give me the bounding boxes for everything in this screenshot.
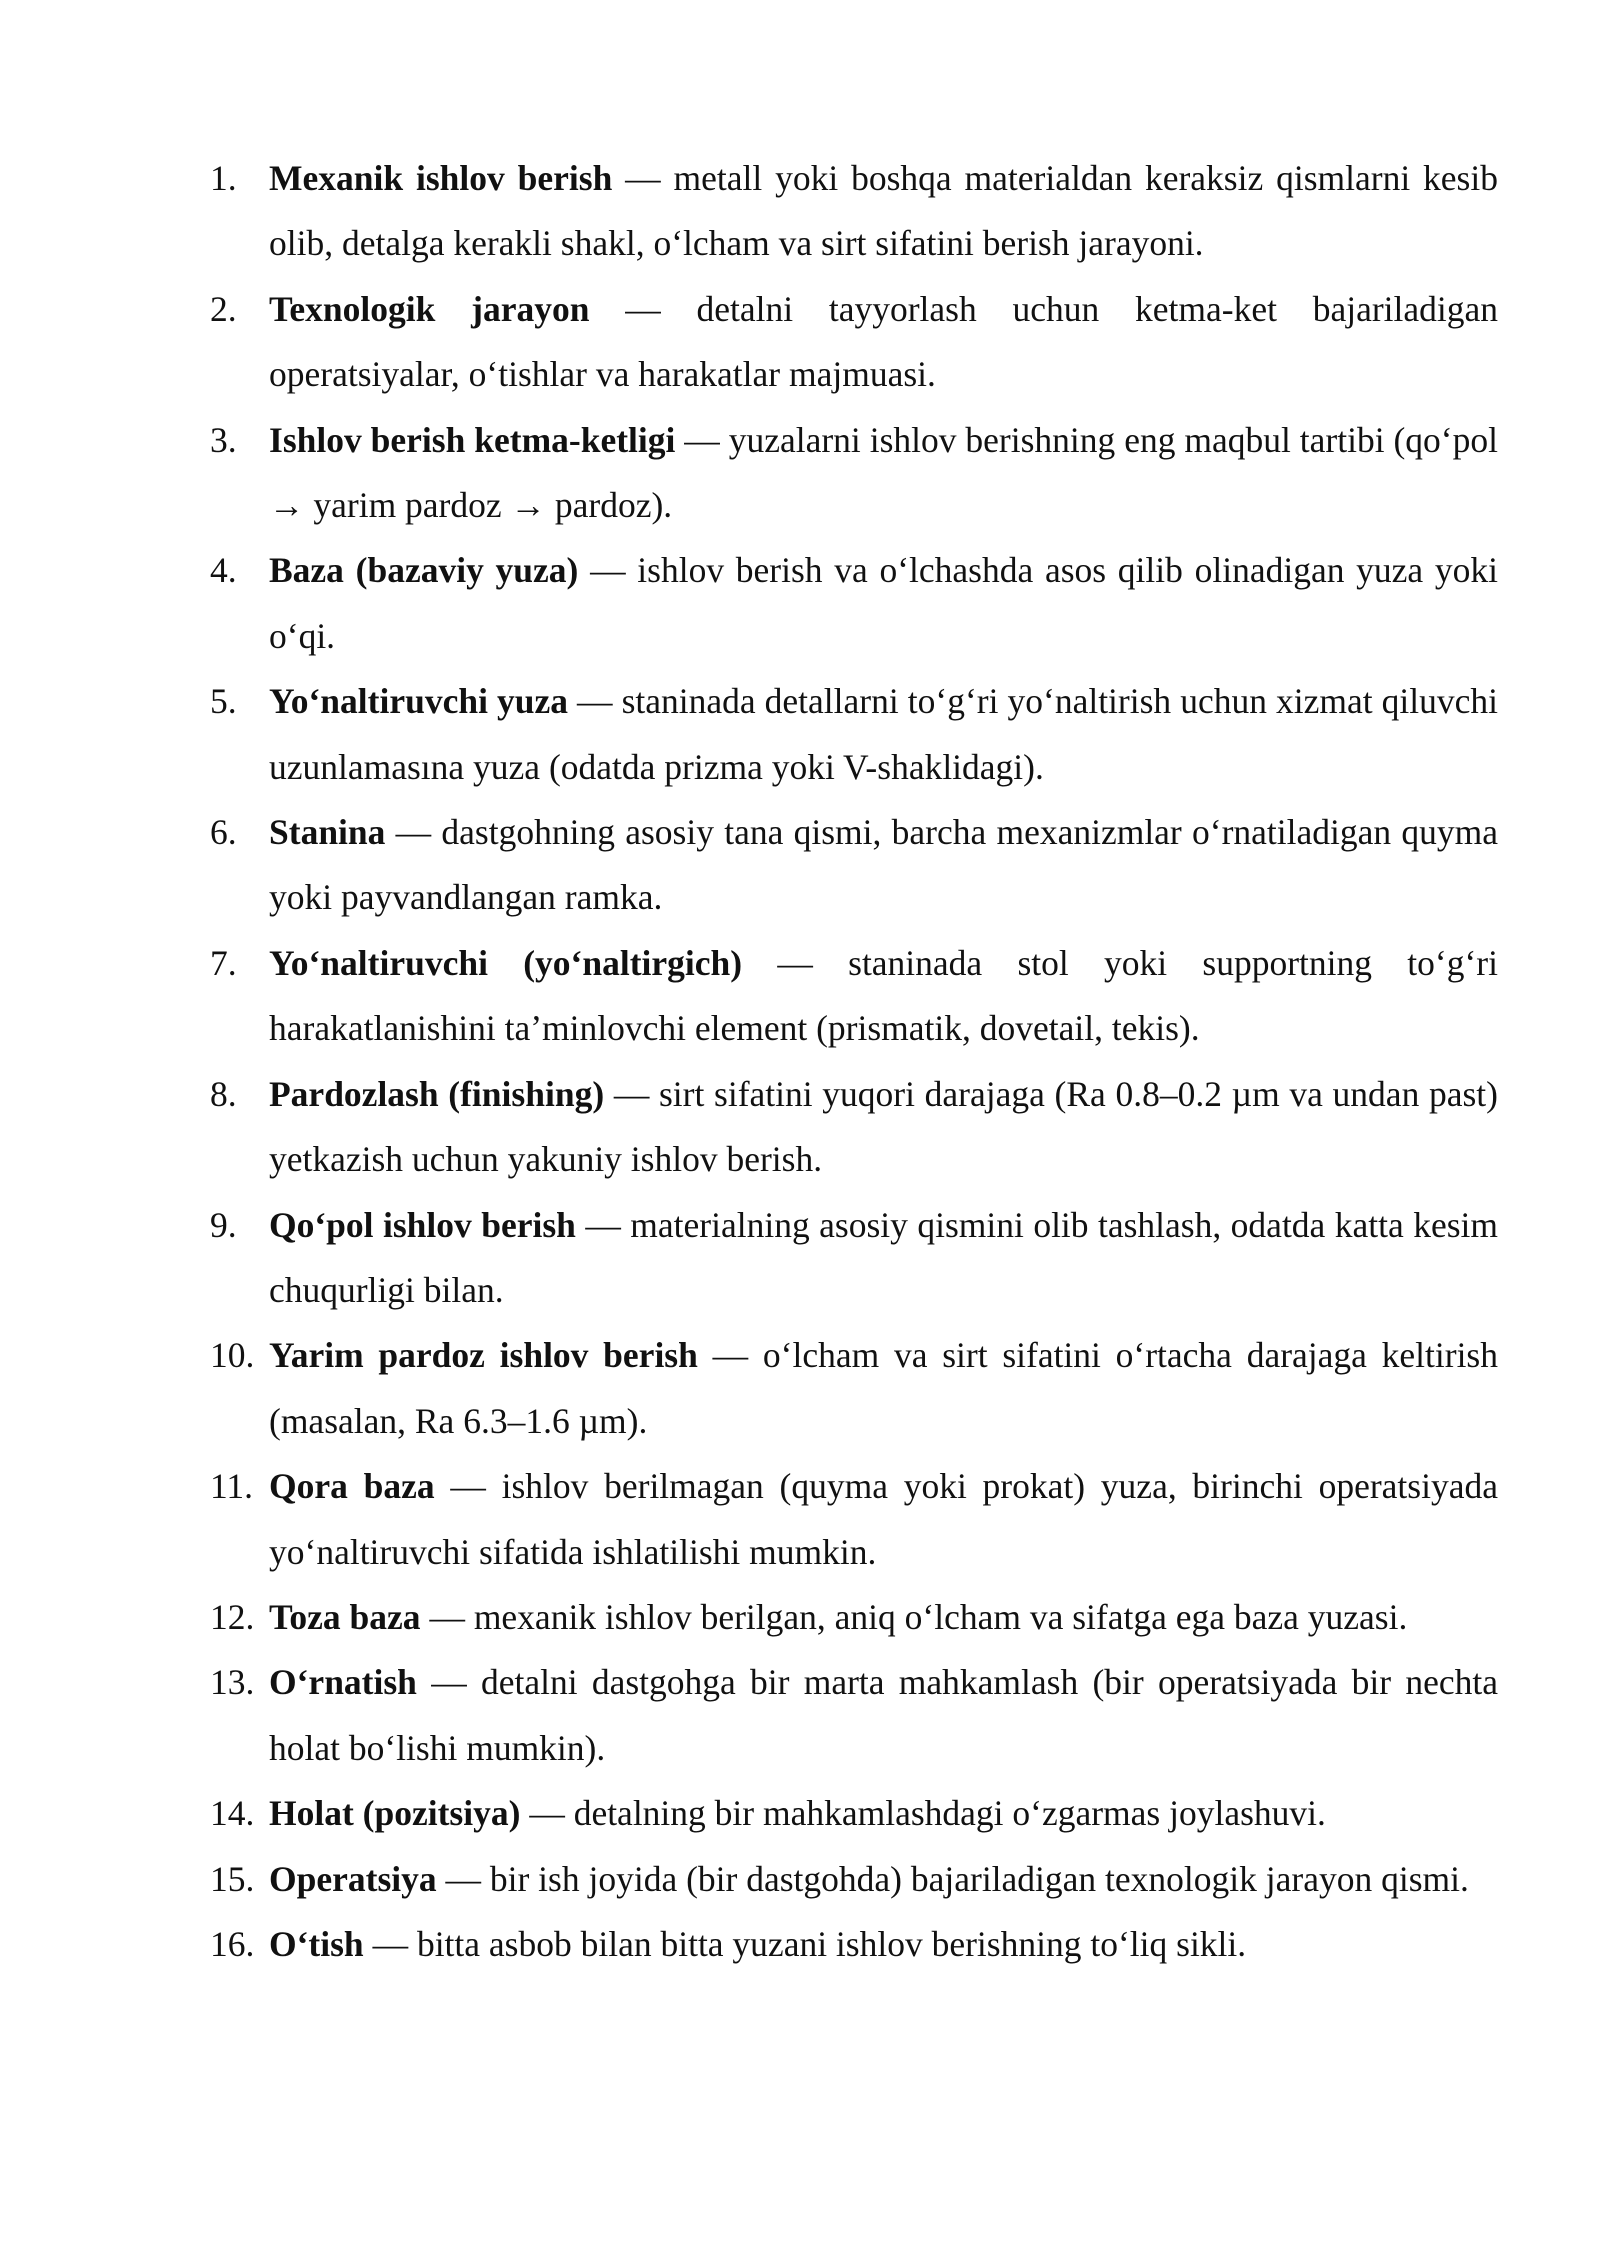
glossary-item-1 xyxy=(210,146,1498,277)
term: Pardozlash (finishing) xyxy=(269,1073,605,1114)
item-number: 3. xyxy=(210,419,237,460)
definition: — ishlov berish va oʻlchashda asos qilib olinadigan yuza yoki oʻqi. xyxy=(269,550,1499,656)
term: Qora baza xyxy=(269,1466,435,1507)
definition: — staninada stol yoki supportning toʻgʻri harakatlanishini taʼminlovchi element (prismatik, dovetail, tekis). xyxy=(269,942,1498,1049)
item-number: 15. xyxy=(210,1858,255,1899)
definition: — bir ish joyida (bir dastgohda) bajariladigan texnologik jarayon qismi. xyxy=(436,1858,1469,1899)
glossary-item-10 xyxy=(210,1323,1498,1454)
definition: — detalning bir mahkamlashdagi oʻzgarmas joylashuvi. xyxy=(520,1793,1326,1834)
item-text xyxy=(269,1781,1498,1846)
item-text xyxy=(269,1650,1498,1781)
glossary-item-2 xyxy=(210,277,1498,408)
item-text xyxy=(269,669,1498,800)
definition: — detalni tayyorlash uchun ketma-ket bajariladigan operatsiyalar, oʻtishlar va harakatlar majmuasi. xyxy=(269,288,1499,395)
glossary-item-6 xyxy=(210,800,1498,931)
item-number: 6. xyxy=(210,812,237,853)
definition: — oʻlcham va sirt sifatini oʻrtacha darajaga keltirish (masalan, Ra 6.3–1.6 µm). xyxy=(269,1335,1498,1441)
item-number: 1. xyxy=(210,158,237,198)
term: Mexanik ishlov berish xyxy=(269,158,613,198)
item-text xyxy=(269,1847,1498,1912)
glossary-item-12 xyxy=(210,1585,1498,1650)
glossary-item-15 xyxy=(210,1847,1498,1912)
item-text xyxy=(269,1585,1498,1650)
item-number: 5. xyxy=(210,681,237,722)
glossary-item-3 xyxy=(210,408,1498,539)
definition: — mexanik ishlov berilgan, aniq oʻlcham va sifatga ega baza yuzasi. xyxy=(420,1596,1408,1637)
item-text xyxy=(269,1454,1498,1585)
term: Holat (pozitsiya) xyxy=(269,1793,521,1834)
item-text xyxy=(269,1193,1498,1324)
item-number: 16. xyxy=(210,1923,255,1964)
glossary-item-8 xyxy=(210,1062,1498,1193)
definition: — yuzalarni ishlov berishning eng maqbul tartibi (qoʻpol → yarim pardoz → pardoz). xyxy=(269,419,1498,526)
definition: — staninada detallarni toʻgʻri yoʻnaltirish uchun xizmat qiluvchi uzunlamasına yuza (odatda prizma yoki V-shaklidagi). xyxy=(269,681,1498,787)
item-number: 14. xyxy=(210,1793,255,1834)
term: Toza baza xyxy=(269,1596,421,1637)
glossary-item-7 xyxy=(210,931,1498,1062)
definition: — bitta asbob bilan bitta yuzani ishlov berishning toʻliq sikli. xyxy=(363,1923,1247,1964)
term: Oʻrnatish xyxy=(269,1662,417,1703)
item-text xyxy=(269,931,1498,1062)
glossary-item-14 xyxy=(210,1781,1498,1846)
glossary-item-4 xyxy=(210,538,1498,669)
item-number: 13. xyxy=(210,1662,255,1703)
item-number: 2. xyxy=(210,288,237,329)
item-text xyxy=(269,1912,1498,1977)
glossary-item-9 xyxy=(210,1193,1498,1324)
item-number: 10. xyxy=(210,1335,255,1376)
term: Qoʻpol ishlov berish xyxy=(269,1204,576,1245)
item-text xyxy=(269,1062,1498,1193)
term: Yarim pardoz ishlov berish xyxy=(269,1335,698,1376)
definition: — materialning asosiy qismini olib tashlash, odatda katta kesim chuqurligi bilan. xyxy=(269,1204,1498,1310)
term: Yoʻnaltiruvchi (yoʻnaltirgich) xyxy=(269,942,743,983)
item-text xyxy=(269,408,1498,539)
item-number: 7. xyxy=(210,942,237,983)
glossary-item-16 xyxy=(210,1912,1498,1977)
definition: — ishlov berilmagan (quyma yoki prokat) yuza, birinchi operatsiyada yoʻnaltiruvchi sifatida ishlatilishi mumkin. xyxy=(269,1466,1498,1572)
item-number: 11. xyxy=(210,1466,254,1507)
item-number: 9. xyxy=(210,1204,237,1245)
item-number: 8. xyxy=(210,1073,237,1114)
glossary-list xyxy=(210,146,1498,1977)
item-text xyxy=(269,800,1498,931)
term: Operatsiya xyxy=(269,1858,437,1899)
term: Oʻtish xyxy=(269,1923,364,1964)
term: Ishlov berish ketma-ketligi xyxy=(269,419,676,460)
definition: — detalni dastgohga bir marta mahkamlash (bir operatsiyada bir nechta holat boʻlishi mumkin). xyxy=(269,1662,1498,1768)
item-text xyxy=(269,277,1498,408)
glossary-item-11 xyxy=(210,1454,1498,1585)
definition: — dastgohning asosiy tana qismi, barcha mexanizmlar oʻrnatiladigan quyma yoki payvandlangan ramka. xyxy=(269,812,1498,918)
glossary-item-13 xyxy=(210,1650,1498,1781)
item-text xyxy=(269,538,1498,669)
item-text xyxy=(269,1323,1498,1454)
definition: — metall yoki boshqa materialdan keraksiz qismlarni kesib olib, detalga kerakli shakl, oʻlcham va sirt sifatini berish jarayoni. xyxy=(269,158,1498,264)
definition: — sirt sifatini yuqori darajaga (Ra 0.8–0.2 µm va undan past) yetkazish uchun yakuniy ishlov berish. xyxy=(269,1073,1498,1180)
item-number: 4. xyxy=(210,550,237,591)
glossary-item-5 xyxy=(210,669,1498,800)
term: Baza (bazaviy yuza) xyxy=(269,550,579,591)
term: Stanina xyxy=(269,812,386,853)
term: Texnologik jarayon xyxy=(269,288,590,329)
item-number: 12. xyxy=(210,1596,255,1637)
term: Yoʻnaltiruvchi yuza xyxy=(269,681,568,722)
item-text xyxy=(269,146,1498,277)
